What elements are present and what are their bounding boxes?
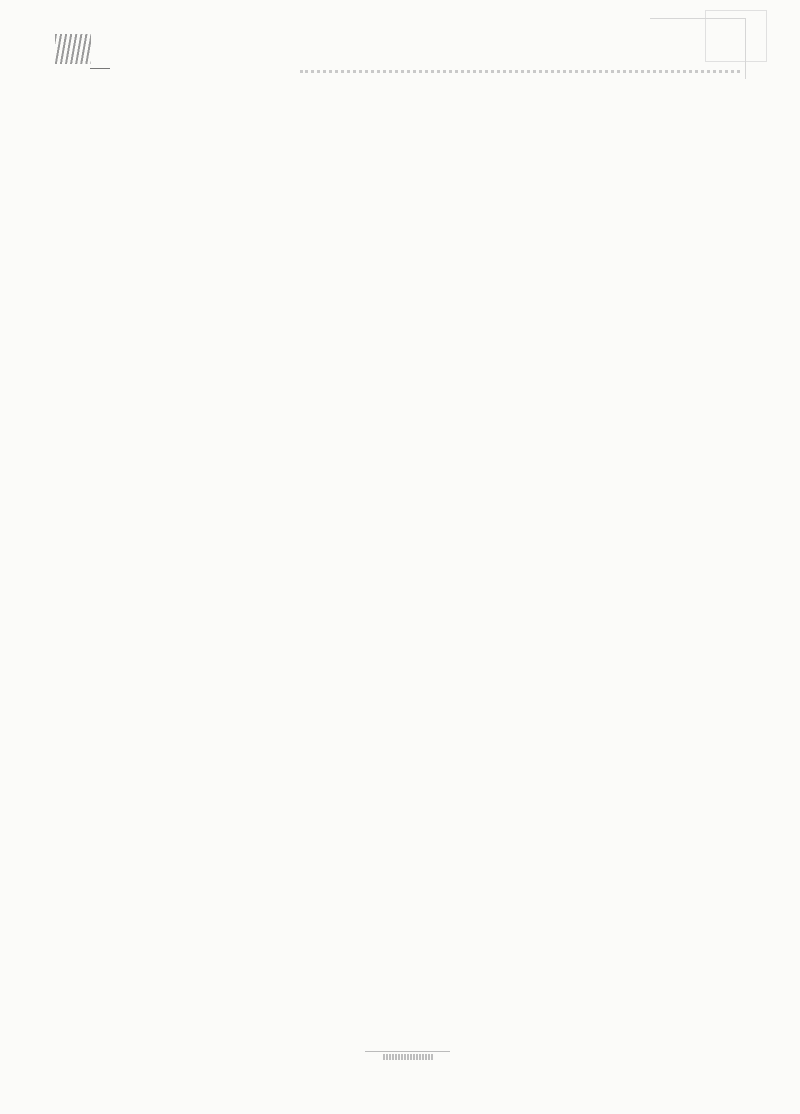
header-subtitle	[90, 63, 115, 74]
footer-ornament	[365, 1051, 450, 1060]
header-dotted-rule	[300, 70, 740, 73]
page-body	[84, 88, 770, 97]
page-header	[0, 0, 800, 82]
header-stripe-ornament	[55, 34, 91, 64]
